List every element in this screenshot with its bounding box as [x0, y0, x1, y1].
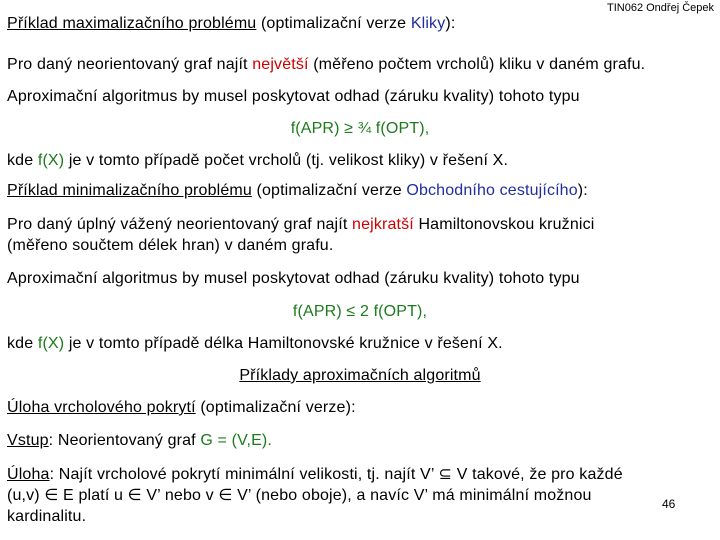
vc-input-label: Vstup	[7, 432, 49, 449]
max-formula: f(APR) ≥ ¾ f(OPT),	[290, 120, 430, 137]
max-line3-post: je v tomto případě počet vrcholů (tj. velikost kliky) v řešení X.	[64, 152, 509, 169]
min-line1-pre: Pro daný úplný vážený neorientovaný graf najít	[7, 216, 353, 233]
min-line1-emph: nejkratší	[352, 216, 414, 233]
min-line3-fx: f(X)	[37, 335, 65, 352]
max-line1-post: (měřeno počtem vrcholů) kliku v daném grafu.	[308, 56, 646, 73]
max-line1-emph: největší	[252, 56, 309, 73]
vc-task-label: Úloha	[7, 466, 50, 483]
min-line2: Aproximační algoritmus by musel poskytovat odhad (záruku kvality) tohoto typu	[7, 270, 580, 287]
max-line2: Aproximační algoritmus by musel poskytovat odhad (záruku kvality) tohoto typu	[7, 88, 580, 105]
max-line1-pre: Pro daný neorientovaný graf najít	[7, 56, 253, 73]
max-line1	[7, 55, 645, 74]
min-line1b: (měřeno součtem délek hran) v daném grafu.	[7, 237, 334, 254]
max-title-paren-close: ):	[445, 15, 456, 32]
max-example-title	[7, 14, 455, 33]
min-example-title	[7, 181, 588, 200]
min-title-problem: Obchodního cestujícího	[406, 182, 578, 199]
max-title-problem: Kliky	[410, 15, 446, 32]
max-line3	[7, 151, 508, 170]
min-title-paren-close: ):	[577, 182, 588, 199]
min-line3-pre: kde	[7, 335, 38, 352]
max-title-underlined: Příklad maximalizačního problému	[7, 15, 257, 32]
vc-input-graph: G = (V,E).	[200, 432, 272, 449]
vertex-cover-task-line2: (u,v) ∈ E platí u ∈ V’ nebo v ∈ V’ (nebo oboje), a navíc V’ má minimální možnou	[7, 487, 592, 504]
page-number: 46	[662, 497, 676, 511]
vc-input-pre: : Neorientovaný graf	[48, 432, 201, 449]
vc-task-line1-text: : Najít vrcholové pokrytí minimální velikosti, tj. najít V’ ⊆ V takové, že pro každé	[49, 466, 623, 483]
max-title-paren-open: (optimalizační verze	[256, 15, 411, 32]
max-line3-pre: kde	[7, 152, 38, 169]
min-line1-post: Hamiltonovskou kružnici	[413, 216, 595, 233]
min-title-paren-open: (optimalizační verze	[251, 182, 407, 199]
vc-title-underlined: Úloha vrcholového pokrytí	[7, 399, 196, 416]
vertex-cover-task-line1	[7, 465, 623, 484]
vertex-cover-title	[7, 398, 356, 417]
vertex-cover-task-line3: kardinalitu.	[7, 508, 87, 525]
min-line3	[7, 334, 503, 353]
vertex-cover-input	[7, 431, 272, 450]
min-title-underlined: Příklad minimalizačního problému	[7, 182, 252, 199]
min-formula: f(APR) ≤ 2 f(OPT),	[292, 303, 428, 320]
examples-heading: Příklady aproximačních algoritmů	[239, 367, 481, 384]
min-line1	[7, 215, 594, 234]
course-author-header: TIN062 Ondřej Čepek	[607, 2, 714, 14]
vc-title-rest: (optimalizační verze):	[195, 399, 356, 416]
min-line3-post: je v tomto případě délka Hamiltonovské kružnice v řešení X.	[64, 335, 503, 352]
max-line3-fx: f(X)	[37, 152, 65, 169]
